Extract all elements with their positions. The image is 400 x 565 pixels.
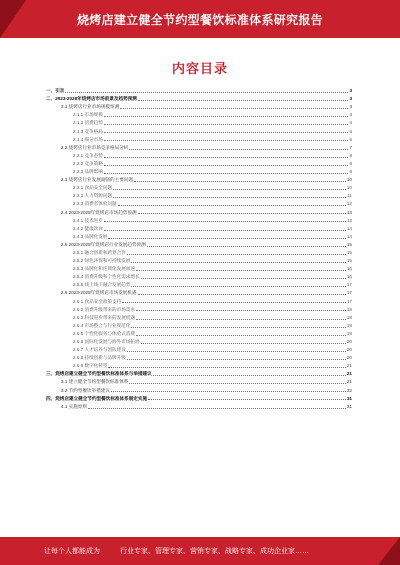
toc-entry-text: 3.2 节约型餐饮举措建议	[61, 387, 111, 393]
toc-page-number: 17	[346, 298, 352, 304]
toc-leader-dots	[131, 286, 345, 287]
toc-entry[interactable]	[46, 394, 352, 402]
toc-entry-text: 2.1 烧烤店行业市场规模预测	[61, 104, 120, 110]
toc-page-number: 6	[349, 136, 352, 142]
toc-entry[interactable]	[46, 288, 352, 296]
toc-entry-text: 2.5.3 品牌化和连锁化发展加速	[73, 266, 136, 272]
toc-entry[interactable]	[46, 207, 352, 215]
toc-entry[interactable]	[46, 126, 352, 134]
toc-leader-dots	[104, 230, 346, 231]
toc-entry-text: 2.1.1 市场规模	[73, 112, 103, 118]
toc-page-number: 9	[349, 169, 352, 175]
footer-banner	[0, 537, 400, 565]
toc-page-number: 18	[346, 306, 352, 312]
toc-leader-dots	[138, 100, 349, 101]
toc-entry-text: 2.2.3 品牌影响	[73, 169, 103, 175]
toc-leader-dots	[104, 165, 349, 166]
toc-page-number: 5	[349, 128, 352, 134]
toc-entry[interactable]	[46, 402, 352, 410]
toc-leader-dots	[131, 327, 345, 328]
toc-entry-text: 2.6.8 持续创新与品牌升级	[73, 355, 126, 361]
toc-entry-text: 2.3.2 人力资源问题	[73, 193, 113, 199]
toc-leader-dots	[136, 310, 346, 311]
toc-entry-text: 2.1.3 竞争格局	[73, 128, 103, 134]
toc-entry[interactable]	[46, 216, 352, 224]
toc-entry-text: 2.3.3 消费者体验问题	[73, 201, 117, 207]
toc-entry-text: 2.3.1 食品安全问题	[73, 185, 113, 191]
footer-corner-accent	[378, 537, 400, 565]
toc-entry[interactable]	[46, 329, 352, 337]
toc-leader-dots	[113, 189, 346, 190]
toc-entry[interactable]	[46, 159, 352, 167]
toc-entry[interactable]	[46, 369, 352, 377]
toc-page-number: 12	[346, 201, 352, 207]
toc-leader-dots	[127, 351, 346, 352]
toc-entry-text: 2.6.3 科技进步带来的发展机遇	[73, 314, 136, 320]
toc-page-number: 3	[349, 104, 352, 110]
toc-entry[interactable]	[46, 345, 352, 353]
toc-entry[interactable]	[46, 377, 352, 385]
toc-page-number: 10	[346, 185, 352, 191]
toc-page-number: 22	[346, 387, 352, 393]
toc-entry[interactable]	[46, 118, 352, 126]
toc-entry[interactable]	[46, 264, 352, 272]
toc-entry[interactable]	[46, 321, 352, 329]
toc-entry-text: 3.1 建立健全节约型餐饮标准体系	[61, 379, 129, 385]
toc-page-number: 13	[346, 209, 352, 215]
toc-entry[interactable]	[46, 240, 352, 248]
toc-entry[interactable]	[46, 151, 352, 159]
toc-entry[interactable]	[46, 199, 352, 207]
toc-page-number: 3	[349, 88, 352, 94]
toc-leader-dots	[134, 181, 346, 182]
toc-entry-text: 2.6.6 国际化发展与海外市场拓展	[73, 339, 140, 344]
toc-entry-text: 2.6.4 市场整合与行业规范化	[73, 322, 131, 328]
toc-page-number: 21	[346, 371, 352, 377]
toc-leader-dots	[113, 197, 346, 198]
document-title: 烧烤店建立健全节约型餐饮标准体系研究报告	[76, 13, 323, 27]
toc-leader-dots	[122, 302, 346, 303]
toc-leader-dots	[120, 108, 348, 109]
toc-entry[interactable]	[46, 191, 352, 199]
toc-entry[interactable]	[46, 175, 352, 183]
table-of-contents	[46, 86, 352, 410]
toc-entry[interactable]	[46, 353, 352, 361]
toc-page-number: 31	[346, 395, 352, 401]
toc-entry-text: 2.5.1 融合创新和跨界合作	[73, 249, 126, 255]
toc-entry-text: 2.6.2 消费升级带来的市场需求	[73, 306, 136, 312]
toc-page-number: 20	[346, 339, 352, 344]
toc-page-number: 15	[346, 258, 352, 264]
toc-leader-dots	[147, 246, 346, 247]
toc-page-number: 3	[349, 112, 352, 118]
toc-entry-text: 三、烧烤店建立健全节约型餐饮标准体系与举措建议	[46, 371, 152, 377]
toc-entry[interactable]	[46, 94, 352, 102]
toc-leader-dots	[129, 149, 348, 150]
toc-page-number: 20	[346, 355, 352, 361]
toc-leader-dots	[138, 213, 346, 214]
toc-entry[interactable]	[46, 305, 352, 313]
toc-leader-dots	[136, 319, 346, 320]
toc-entry-text: 一、引言	[46, 88, 65, 94]
toc-page-number: 4	[349, 120, 352, 126]
toc-leader-dots	[104, 124, 349, 125]
toc-entry-text: 2.5.5 线上线下融合发展趋势	[73, 282, 131, 288]
toc-page-number: 31	[346, 403, 352, 409]
toc-entry[interactable]	[46, 256, 352, 264]
toc-entry-text: 2.4 2023-2028年烧烤店市场趋势预测	[61, 209, 137, 215]
toc-page-number: 7	[349, 144, 352, 150]
toc-page-number: 17	[346, 290, 352, 296]
toc-entry-text: 2.1.4 细分市场	[73, 136, 103, 142]
toc-entry[interactable]	[46, 143, 352, 151]
toc-leader-dots	[129, 383, 345, 384]
toc-entry[interactable]	[46, 167, 352, 175]
toc-leader-dots	[136, 335, 346, 336]
toc-entry[interactable]	[46, 385, 352, 393]
toc-entry-text: 2.2 烧烤店行业市场竞争格局分析	[61, 144, 129, 150]
toc-entry[interactable]	[46, 248, 352, 256]
toc-entry[interactable]	[46, 313, 352, 321]
toc-entry-text: 2.6.9 数字化转型	[73, 363, 108, 369]
toc-page-number: 8	[349, 152, 352, 158]
toc-page-number: 20	[346, 347, 352, 353]
toc-page-number: 14	[346, 225, 352, 231]
toc-page-number: 9	[349, 160, 352, 166]
toc-entry-text: 2.4.3 品牌化发展	[73, 233, 108, 239]
toc-leader-dots	[104, 116, 349, 117]
toc-leader-dots	[104, 221, 346, 222]
toc-entry-text: 2.2.1 竞争态势	[73, 152, 103, 158]
toc-page-number: 16	[346, 266, 352, 272]
toc-entry[interactable]	[46, 183, 352, 191]
toc-entry-text: 2.3 烧烤店行业发展面临的主要问题	[61, 177, 133, 183]
footer-roles: 行业专家、管理专家、营销专家、战略专家、成功企业家……	[120, 548, 309, 555]
toc-entry[interactable]	[46, 86, 352, 94]
toc-entry[interactable]	[46, 296, 352, 304]
toc-page-number: 21	[346, 363, 352, 369]
toc-leader-dots	[127, 359, 346, 360]
toc-entry-text: 2.5.2 绿色环保和可持续发展	[73, 258, 131, 264]
toc-page-number: 3	[349, 96, 352, 102]
toc-leader-dots	[104, 157, 349, 158]
toc-leader-dots	[148, 399, 346, 400]
toc-entry[interactable]	[46, 102, 352, 110]
toc-leader-dots	[131, 262, 345, 263]
toc-page-number: 18	[346, 314, 352, 320]
toc-entry-text: 2.1.2 消费趋势	[73, 120, 103, 126]
toc-leader-dots	[65, 92, 348, 93]
toc-page-number: 16	[346, 274, 352, 280]
toc-entry-text: 2.6.5 个性化服务与体验式消费	[73, 330, 136, 336]
toc-entry[interactable]	[46, 110, 352, 118]
toc-entry[interactable]	[46, 337, 352, 345]
toc-leader-dots	[138, 294, 346, 295]
header-banner	[0, 0, 400, 38]
toc-entry[interactable]	[46, 232, 352, 240]
toc-entry-text: 2.6 2023-2028年烧烤店市场发展机遇	[61, 290, 137, 296]
toc-entry-text: 2.5.4 消费升级和个性化需求增长	[73, 274, 140, 280]
toc-entry-text: 2.4.1 技术进步	[73, 217, 103, 223]
toc-entry[interactable]	[46, 280, 352, 288]
toc-page-number: 17	[346, 282, 352, 288]
toc-entry[interactable]	[46, 135, 352, 143]
toc-page-number: 15	[346, 241, 352, 247]
toc-page-number: 14	[346, 233, 352, 239]
toc-entry-text: 4.1 实施原则	[61, 403, 88, 409]
footer-slogan: 让每个人都能成为	[44, 548, 100, 555]
toc-heading: 内容目录	[171, 61, 228, 76]
toc-entry[interactable]	[46, 272, 352, 280]
toc-entry-text: 二、2023-2028年烧烤店市场前景及趋势预测	[46, 96, 137, 102]
toc-entry-text: 2.6.1 食品安全政策支持	[73, 298, 122, 304]
toc-entry[interactable]	[46, 224, 352, 232]
toc-entry-text: 2.6.7 人才培养与团队建设	[73, 347, 126, 353]
toc-leader-dots	[104, 132, 349, 133]
toc-page-number: 10	[346, 177, 352, 183]
toc-entry-text: 四、烧烤店建立健全节约型餐饮标准体系制定实施	[46, 395, 148, 401]
toc-leader-dots	[104, 140, 349, 141]
toc-page-number: 19	[346, 322, 352, 328]
toc-leader-dots	[111, 391, 346, 392]
toc-page-number: 19	[346, 330, 352, 336]
toc-leader-dots	[141, 278, 346, 279]
toc-page-number: 21	[346, 379, 352, 385]
toc-leader-dots	[141, 343, 346, 344]
toc-entry-text: 2.5 2023-2028年烧烤店行业发展趋势预测	[61, 241, 146, 247]
toc-leader-dots	[127, 254, 346, 255]
toc-leader-dots	[88, 408, 346, 409]
toc-page-number: 13	[346, 217, 352, 223]
toc-leader-dots	[136, 270, 346, 271]
toc-entry-text: 2.4.2 健康饮食	[73, 225, 103, 231]
toc-leader-dots	[108, 367, 345, 368]
toc-page-number: 15	[346, 249, 352, 255]
toc-entry[interactable]	[46, 361, 352, 369]
toc-leader-dots	[153, 375, 346, 376]
toc-leader-dots	[108, 238, 345, 239]
toc-page-number: 11	[347, 193, 352, 199]
toc-leader-dots	[118, 205, 346, 206]
toc-leader-dots	[104, 173, 349, 174]
toc-entry-text: 2.2.2 竞争策略	[73, 160, 103, 166]
